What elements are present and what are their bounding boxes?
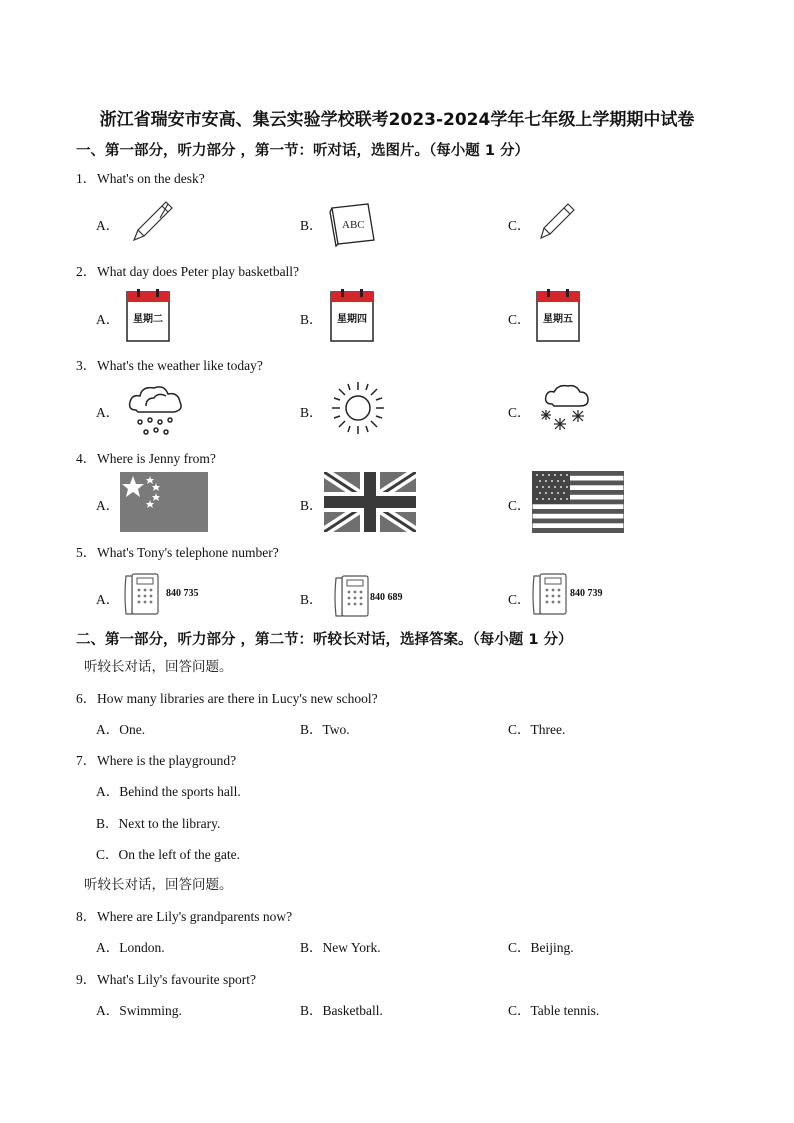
calendar-icon-c: 星期五 <box>536 288 580 342</box>
q9-option-a: A．Swimming. <box>96 1003 182 1018</box>
pen-icon <box>130 198 176 244</box>
snow-icon <box>538 380 592 434</box>
q9-option-c: C．Table tennis. <box>508 1003 600 1018</box>
q2-option-b-label: B． <box>300 312 323 327</box>
q8-option-c: C．Beijing. <box>508 940 574 955</box>
q8-option-a: A．London. <box>96 940 165 955</box>
q3-option-a-label: A． <box>96 405 120 420</box>
q7-option-c: C．On the left of the gate. <box>96 847 240 862</box>
q6-option-c: C．Three. <box>508 722 566 737</box>
q4-option-a-label: A． <box>96 498 120 513</box>
instruction-note-1: 听较长对话，回答问题。 <box>84 659 233 675</box>
question-9: 9．What's Lily's favourite sport? <box>76 972 256 987</box>
telephone-icon-c: 840 739 <box>530 572 620 618</box>
q5-option-a-label: A． <box>96 592 120 607</box>
china-flag <box>120 472 208 532</box>
question-4: 4．Where is Jenny from? <box>76 451 216 466</box>
q7-option-a: A．Behind the sports hall. <box>96 784 241 799</box>
q6-option-a: A．One. <box>96 722 146 737</box>
question-2: 2．What day does Peter play basketball? <box>76 264 300 279</box>
question-3: 3．What's the weather like today? <box>76 358 263 373</box>
q3-option-c-label: C． <box>508 405 531 420</box>
calendar-icon-b: 星期四 <box>330 288 374 342</box>
q5-option-c-label: C． <box>508 592 531 607</box>
usa-flag <box>532 471 624 533</box>
q8-option-b: B．New York. <box>300 940 381 955</box>
question-7: 7．Where is the playground? <box>76 753 237 768</box>
q1-option-a-label: A． <box>96 218 120 233</box>
q3-option-b-label: B． <box>300 405 323 420</box>
telephone-icon-b: 840 689 <box>332 574 422 620</box>
section-2-heading: 二、第一部分，听力部分 ，第二节：听较长对话，选择答案。（每小题 1 分） <box>76 632 573 648</box>
pencil-icon <box>536 200 580 244</box>
sun-icon <box>330 380 386 436</box>
calendar-icon-a: 星期二 <box>126 288 170 342</box>
question-6: 6．How many libraries are there in Lucy's new school? <box>76 691 378 706</box>
question-8: 8．Where are Lily's grandparents now? <box>76 909 293 924</box>
q1-option-c-label: C． <box>508 218 531 233</box>
instruction-note-2: 听较长对话，回答问题。 <box>84 877 233 893</box>
rain-icon <box>126 380 186 438</box>
q2-option-a-label: A． <box>96 312 120 327</box>
q5-option-b-label: B． <box>300 592 323 607</box>
uk-flag <box>324 472 416 532</box>
page-title: 浙江省瑞安市安高、集云实验学校联考2023-2024学年七年级上学期期中试卷 <box>99 110 695 130</box>
q4-option-c-label: C． <box>508 498 531 513</box>
q6-option-b: B．Two. <box>300 722 350 737</box>
q7-option-b: B．Next to the library. <box>96 816 221 831</box>
question-5: 5．What's Tony's telephone number? <box>76 545 279 560</box>
question-1: 1．What's on the desk? <box>76 171 205 186</box>
telephone-icon-a: 840 735 <box>122 572 212 618</box>
q9-option-b: B．Basketball. <box>300 1003 383 1018</box>
section-1-heading: 一、第一部分，听力部分 ，第一节：听对话，选图片。（每小题 1 分） <box>76 143 529 159</box>
q1-option-b-label: B． <box>300 218 323 233</box>
q2-option-c-label: C． <box>508 312 531 327</box>
book-text: ABC <box>342 219 365 231</box>
book-icon <box>328 198 378 248</box>
q4-option-b-label: B． <box>300 498 323 513</box>
